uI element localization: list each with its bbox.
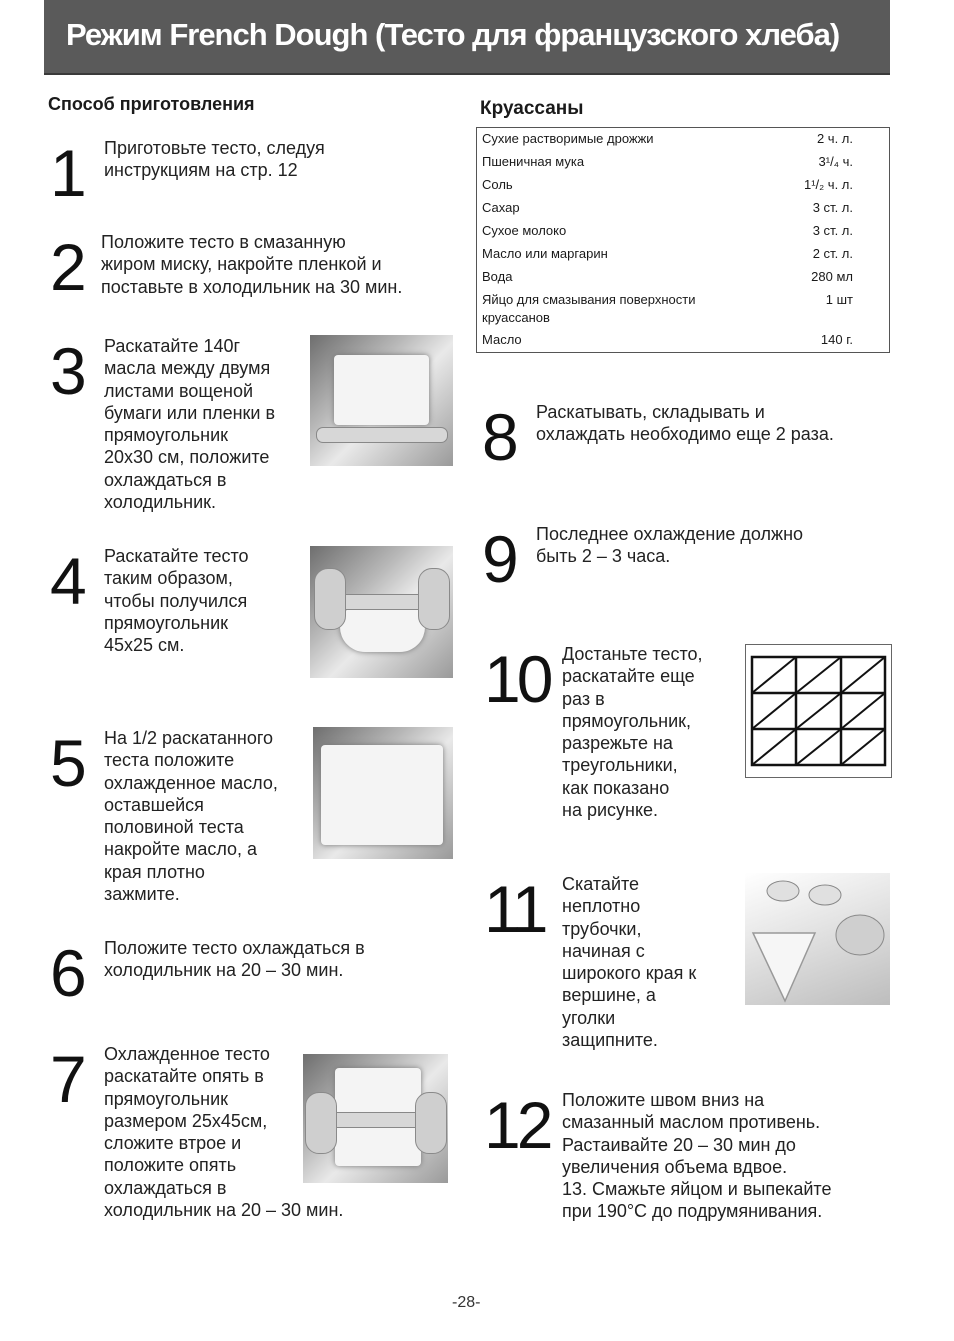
ingredient-amount: 280 мл <box>811 269 853 284</box>
method-heading: Способ приготовления <box>48 94 255 114</box>
ingredient-name: Масло или маргарин <box>482 246 608 261</box>
step-text: Скатайте неплотно трубочки, начиная с широкого края к вершине, а уголки защипните. <box>562 874 697 1051</box>
step-number: 3 <box>50 334 83 408</box>
step-text: Приготовьте тесто, следуя инструкциям на стр. 12 <box>104 138 325 181</box>
ingredient-row <box>477 220 890 243</box>
header-banner <box>44 0 890 75</box>
ingredient-name: Яйцо для смазывания поверхности круассанов <box>482 292 696 325</box>
ingredient-row <box>477 266 890 289</box>
step-number: 5 <box>50 726 83 800</box>
step-number: 10 <box>484 642 550 716</box>
ingredient-amount: 2 ст. л. <box>812 246 853 261</box>
ingredient-row <box>477 128 890 152</box>
ingredient-row <box>477 197 890 220</box>
triangle-cut-diagram-svg <box>746 645 891 777</box>
ingredient-row <box>477 289 890 329</box>
recipe-title: Круассаны <box>480 98 584 119</box>
step-text: Положите тесто охлаждаться в холодильник на 20 – 30 мин. <box>104 938 365 981</box>
ingredient-amount: 140 г. <box>820 332 853 347</box>
step-number: 1 <box>50 136 83 210</box>
ingredient-name: Масло <box>482 332 522 347</box>
step-text: Последнее охлаждение должно быть 2 – 3 часа. <box>536 524 804 567</box>
ingredient-name: Вода <box>482 269 513 284</box>
step-text: Раскатайте 140г масла между двумя листами вощеной бумаги или пленки в прямоугольник 20x30 см, положите охлаждаться в холодильник. <box>104 336 276 513</box>
step-text: Достаньте тесто, раскатайте еще раз в прямоугольник, разрежьте на треугольники, как показано на рисунке. <box>562 644 703 821</box>
croissant-sketch <box>745 873 890 1005</box>
triangle-cut-diagram <box>745 644 892 778</box>
ingredient-name: Сухое молоко <box>482 223 567 238</box>
step-number: 4 <box>50 544 83 618</box>
step-number: 12 <box>484 1088 550 1162</box>
step-text: Раскатайте тесто таким образом, чтобы получился прямоугольник 45x25 см. <box>104 546 249 656</box>
step-number: 11 <box>484 872 545 946</box>
step-number: 6 <box>50 936 83 1010</box>
ingredient-amount: 2 ч. л. <box>816 131 853 146</box>
ingredient-amount: 3 ст. л. <box>812 223 853 238</box>
step-text: Положите швом вниз на смазанный маслом противень. Растаивайте 20 – 30 мин до увеличения объема вдвое. 13. Смажьте яйцом и выпекайте при 190°C до подрумянивания. <box>562 1090 832 1222</box>
folding-dough-photo <box>313 727 453 859</box>
rolling-croissant-photo <box>745 873 890 1005</box>
rolling-butter-photo <box>310 335 453 466</box>
ingredient-name: Сухие растворимые дрожжи <box>482 131 654 146</box>
rolling-dough-photo <box>310 546 453 678</box>
ingredient-row <box>477 329 890 353</box>
page-title: Режим French Dough (Тесто для французского хлеба) <box>66 17 840 52</box>
ingredient-amount: 1¹/₂ ч. л. <box>803 177 853 192</box>
ingredients-table <box>476 127 890 353</box>
step-text: На 1/2 раскатанного теста положите охлажденное масло, оставшейся половиной теста накройте масло, а края плотно зажмите. <box>104 728 278 905</box>
ingredient-name: Сахар <box>482 200 520 215</box>
step-number: 9 <box>482 522 515 596</box>
step-text: Положите тесто в смазанную жиром миску, накройте пленкой и поставьте в холодильник на 30 мин. <box>101 232 403 297</box>
step-text: Охлажденное тесто раскатайте опять в прямоугольник размером 25x45см, сложите втрое и положите опять охлаждаться в холодильник на 20 – 30 мин. <box>104 1044 344 1221</box>
page-number: -28- <box>452 1294 481 1311</box>
rolling-again-photo <box>303 1054 448 1183</box>
ingredient-row <box>477 151 890 174</box>
step-text: Раскатывать, складывать и охлаждать необходимо еще 2 раза. <box>536 402 834 445</box>
step-number: 8 <box>482 400 515 474</box>
ingredient-amount: 1 шт <box>825 292 853 307</box>
ingredient-name: Пшеничная мука <box>482 154 585 169</box>
ingredient-amount: 3 ст. л. <box>812 200 853 215</box>
ingredient-name: Соль <box>482 177 513 192</box>
ingredient-row <box>477 243 890 266</box>
ingredient-amount: 3¹/₄ ч. <box>818 154 853 169</box>
ingredient-row <box>477 174 890 197</box>
step-number: 7 <box>50 1042 83 1116</box>
step-number: 2 <box>50 230 83 304</box>
